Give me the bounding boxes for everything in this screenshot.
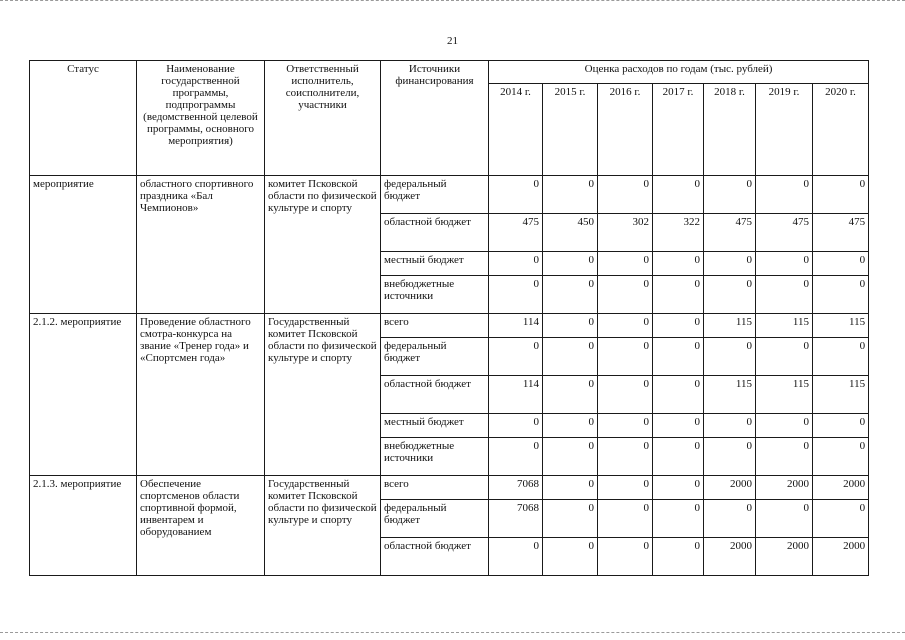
value-cell: 115: [704, 314, 756, 338]
value-cell: 0: [704, 252, 756, 276]
value-cell: 0: [598, 438, 653, 476]
header-year: 2017 г.: [653, 84, 704, 176]
status-cell: 2.1.3. мероприятие: [30, 476, 137, 576]
value-cell: 0: [653, 500, 704, 538]
value-cell: 475: [756, 214, 813, 252]
source-cell: всего: [381, 314, 489, 338]
header-year: 2020 г.: [813, 84, 869, 176]
scan-edge-bottom: [0, 632, 905, 633]
value-cell: 114: [489, 376, 543, 414]
value-cell: 0: [598, 376, 653, 414]
header-year: 2015 г.: [543, 84, 598, 176]
program-name-cell: Обеспечение спортсменов области спортивной формой, инвентарем и оборудованием: [137, 476, 265, 576]
value-cell: 0: [704, 338, 756, 376]
value-cell: 0: [489, 176, 543, 214]
header-sources: Источники финансирования: [381, 61, 489, 176]
source-cell: областной бюджет: [381, 214, 489, 252]
value-cell: 0: [598, 500, 653, 538]
value-cell: 0: [653, 338, 704, 376]
header-program-name: Наименование государственной программы, подпрограммы (ведомственной целевой программы, основного мероприятия): [137, 61, 265, 176]
value-cell: 0: [543, 314, 598, 338]
value-cell: 0: [598, 476, 653, 500]
status-cell: 2.1.2. мероприятие: [30, 314, 137, 476]
value-cell: 115: [813, 376, 869, 414]
value-cell: 2000: [704, 538, 756, 576]
executor-cell: Государственный комитет Псковской области по физической культуре и спорту: [265, 476, 381, 576]
value-cell: 0: [489, 414, 543, 438]
value-cell: 0: [489, 252, 543, 276]
value-cell: 0: [543, 476, 598, 500]
value-cell: 115: [756, 314, 813, 338]
value-cell: 115: [813, 314, 869, 338]
value-cell: 475: [704, 214, 756, 252]
value-cell: 0: [704, 276, 756, 314]
value-cell: 0: [813, 338, 869, 376]
value-cell: 0: [489, 438, 543, 476]
source-cell: федеральный бюджет: [381, 338, 489, 376]
value-cell: 2000: [704, 476, 756, 500]
value-cell: 2000: [813, 538, 869, 576]
header-row: [30, 61, 869, 84]
page-number: 21: [447, 35, 458, 47]
value-cell: 0: [756, 252, 813, 276]
value-cell: 0: [543, 338, 598, 376]
value-cell: 0: [813, 276, 869, 314]
value-cell: 0: [598, 414, 653, 438]
value-cell: 475: [489, 214, 543, 252]
budget-table: [29, 60, 869, 576]
value-cell: 322: [653, 214, 704, 252]
value-cell: 0: [543, 276, 598, 314]
executor-cell: комитет Псковской области по физической культуре и спорту: [265, 176, 381, 314]
value-cell: 0: [489, 276, 543, 314]
value-cell: 0: [813, 176, 869, 214]
value-cell: 0: [704, 414, 756, 438]
scan-edge-top: [0, 0, 905, 6]
value-cell: 0: [543, 500, 598, 538]
value-cell: 0: [756, 176, 813, 214]
value-cell: 0: [704, 176, 756, 214]
header-estimate: Оценка расходов по годам (тыс. рублей): [489, 61, 869, 84]
table-row: [30, 476, 869, 500]
value-cell: 0: [704, 438, 756, 476]
value-cell: 0: [653, 176, 704, 214]
value-cell: 0: [653, 376, 704, 414]
source-cell: федеральный бюджет: [381, 500, 489, 538]
status-cell: мероприятие: [30, 176, 137, 314]
value-cell: 0: [598, 176, 653, 214]
value-cell: 0: [653, 252, 704, 276]
value-cell: 0: [489, 538, 543, 576]
value-cell: 0: [813, 500, 869, 538]
value-cell: 0: [653, 538, 704, 576]
header-year: 2014 г.: [489, 84, 543, 176]
table-body: [30, 176, 869, 576]
source-cell: местный бюджет: [381, 252, 489, 276]
value-cell: 114: [489, 314, 543, 338]
value-cell: 0: [543, 376, 598, 414]
header-year: 2018 г.: [704, 84, 756, 176]
value-cell: 0: [813, 252, 869, 276]
value-cell: 0: [489, 338, 543, 376]
source-cell: областной бюджет: [381, 376, 489, 414]
value-cell: 450: [543, 214, 598, 252]
value-cell: 0: [598, 338, 653, 376]
value-cell: 115: [756, 376, 813, 414]
value-cell: 7068: [489, 476, 543, 500]
header-executor: Ответственный исполнитель, соисполнители, участники: [265, 61, 381, 176]
value-cell: 2000: [756, 538, 813, 576]
value-cell: 0: [653, 414, 704, 438]
value-cell: 0: [756, 500, 813, 538]
source-cell: местный бюджет: [381, 414, 489, 438]
value-cell: 0: [543, 176, 598, 214]
source-cell: областной бюджет: [381, 538, 489, 576]
program-name-cell: областного спортивного праздника «Бал Чемпионов»: [137, 176, 265, 314]
value-cell: 0: [704, 500, 756, 538]
value-cell: 0: [756, 338, 813, 376]
value-cell: 7068: [489, 500, 543, 538]
value-cell: 0: [756, 414, 813, 438]
value-cell: 0: [543, 538, 598, 576]
value-cell: 2000: [756, 476, 813, 500]
value-cell: 0: [543, 252, 598, 276]
table-row: [30, 314, 869, 338]
value-cell: 0: [756, 438, 813, 476]
program-name-cell: Проведение областного смотра-конкурса на звание «Тренер года» и «Спортсмен года»: [137, 314, 265, 476]
source-cell: федеральный бюджет: [381, 176, 489, 214]
value-cell: 0: [543, 438, 598, 476]
value-cell: 0: [653, 276, 704, 314]
value-cell: 302: [598, 214, 653, 252]
table-row: [30, 176, 869, 214]
value-cell: 0: [653, 314, 704, 338]
source-cell: всего: [381, 476, 489, 500]
value-cell: 0: [756, 276, 813, 314]
value-cell: 0: [813, 438, 869, 476]
source-cell: внебюджетные источники: [381, 276, 489, 314]
value-cell: 0: [653, 476, 704, 500]
value-cell: 0: [598, 252, 653, 276]
value-cell: 0: [598, 314, 653, 338]
header-status: Статус: [30, 61, 137, 176]
value-cell: 2000: [813, 476, 869, 500]
value-cell: 0: [813, 414, 869, 438]
value-cell: 0: [653, 438, 704, 476]
value-cell: 0: [598, 276, 653, 314]
header-year: 2016 г.: [598, 84, 653, 176]
value-cell: 0: [543, 414, 598, 438]
source-cell: внебюджетные источники: [381, 438, 489, 476]
header-year: 2019 г.: [756, 84, 813, 176]
value-cell: 0: [598, 538, 653, 576]
value-cell: 475: [813, 214, 869, 252]
executor-cell: Государственный комитет Псковской области по физической культуре и спорту: [265, 314, 381, 476]
value-cell: 115: [704, 376, 756, 414]
